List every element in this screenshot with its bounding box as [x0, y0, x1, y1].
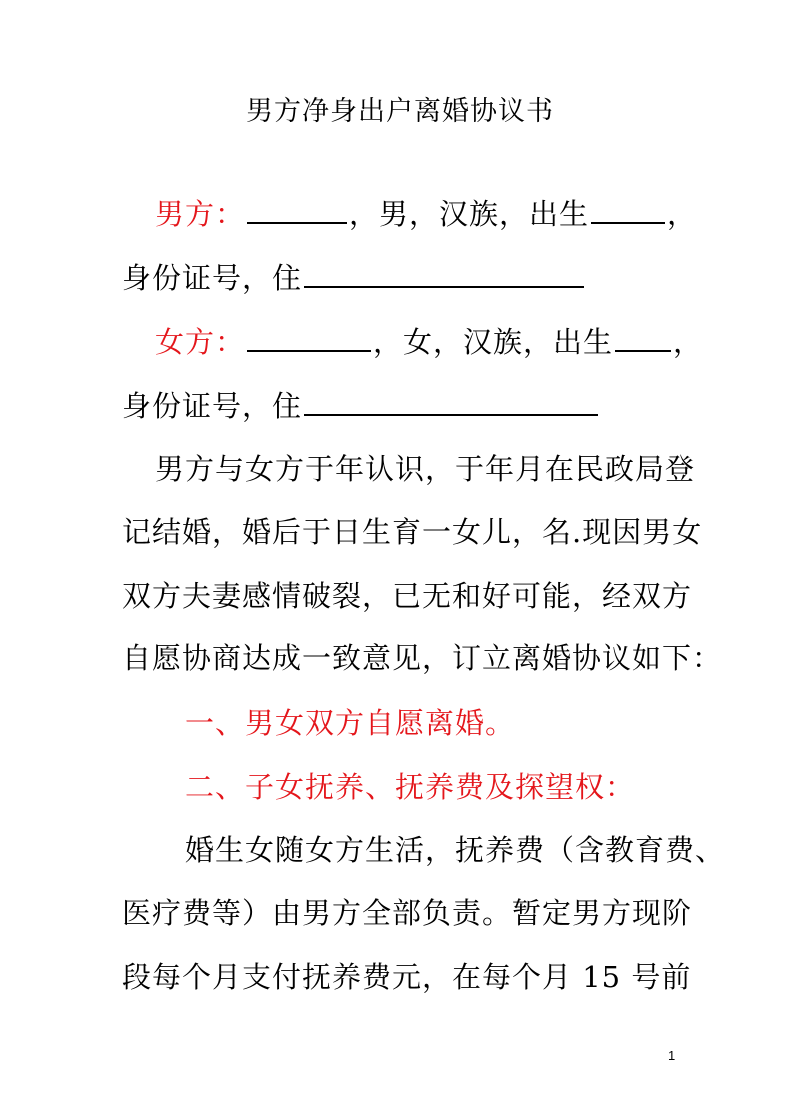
- custody-line-1: 婚生女随女方生活，抚养费（含教育费、: [185, 833, 726, 867]
- section-heading-2: 二、子女抚养、抚养费及探望权：: [185, 770, 636, 804]
- document-title: 男方净身出户离婚协议书: [246, 96, 554, 127]
- custody-line-2: 医疗费等）由男方全部负责。暂定男方现阶: [122, 896, 693, 930]
- female-id-line: [122, 386, 692, 426]
- female-name-blank: [247, 322, 371, 352]
- male-comma: ，: [667, 197, 698, 231]
- male-id-label: 身份证号，住: [122, 261, 303, 295]
- female-address-blank: [304, 386, 598, 416]
- body-line-1: 男方与女方于年认识，于年月在民政局登: [155, 452, 696, 486]
- female-info-text: ，女，汉族，出生: [373, 325, 614, 359]
- male-name-blank: [247, 194, 347, 224]
- custody-line-3: 段每个月支付抚养费元，在每个月 15 号前: [122, 960, 692, 994]
- body-line-4: 自愿协商达成一致意见，订立离婚协议如下：: [122, 641, 723, 675]
- body-line-2: 记结婚，婚后于日生育一女儿，名.现因男女: [122, 515, 703, 549]
- female-label: 女方：: [155, 325, 246, 359]
- male-address-blank: [304, 258, 584, 288]
- female-party-line: [155, 322, 725, 362]
- female-id-label: 身份证号，住: [122, 389, 303, 423]
- page-number: 1: [668, 1048, 676, 1063]
- female-birth-blank: [615, 322, 671, 352]
- male-party-line: [155, 194, 725, 234]
- male-info-text: ，男，汉族，出生: [349, 197, 590, 231]
- male-label: 男方：: [155, 197, 246, 231]
- body-line-3: 双方夫妻感情破裂，已无和好可能，经双方: [122, 579, 693, 613]
- male-id-line: [122, 258, 692, 298]
- male-birth-blank: [591, 194, 665, 224]
- female-comma: ，: [673, 325, 704, 359]
- section-heading-1: 一、男女双方自愿离婚。: [185, 706, 516, 740]
